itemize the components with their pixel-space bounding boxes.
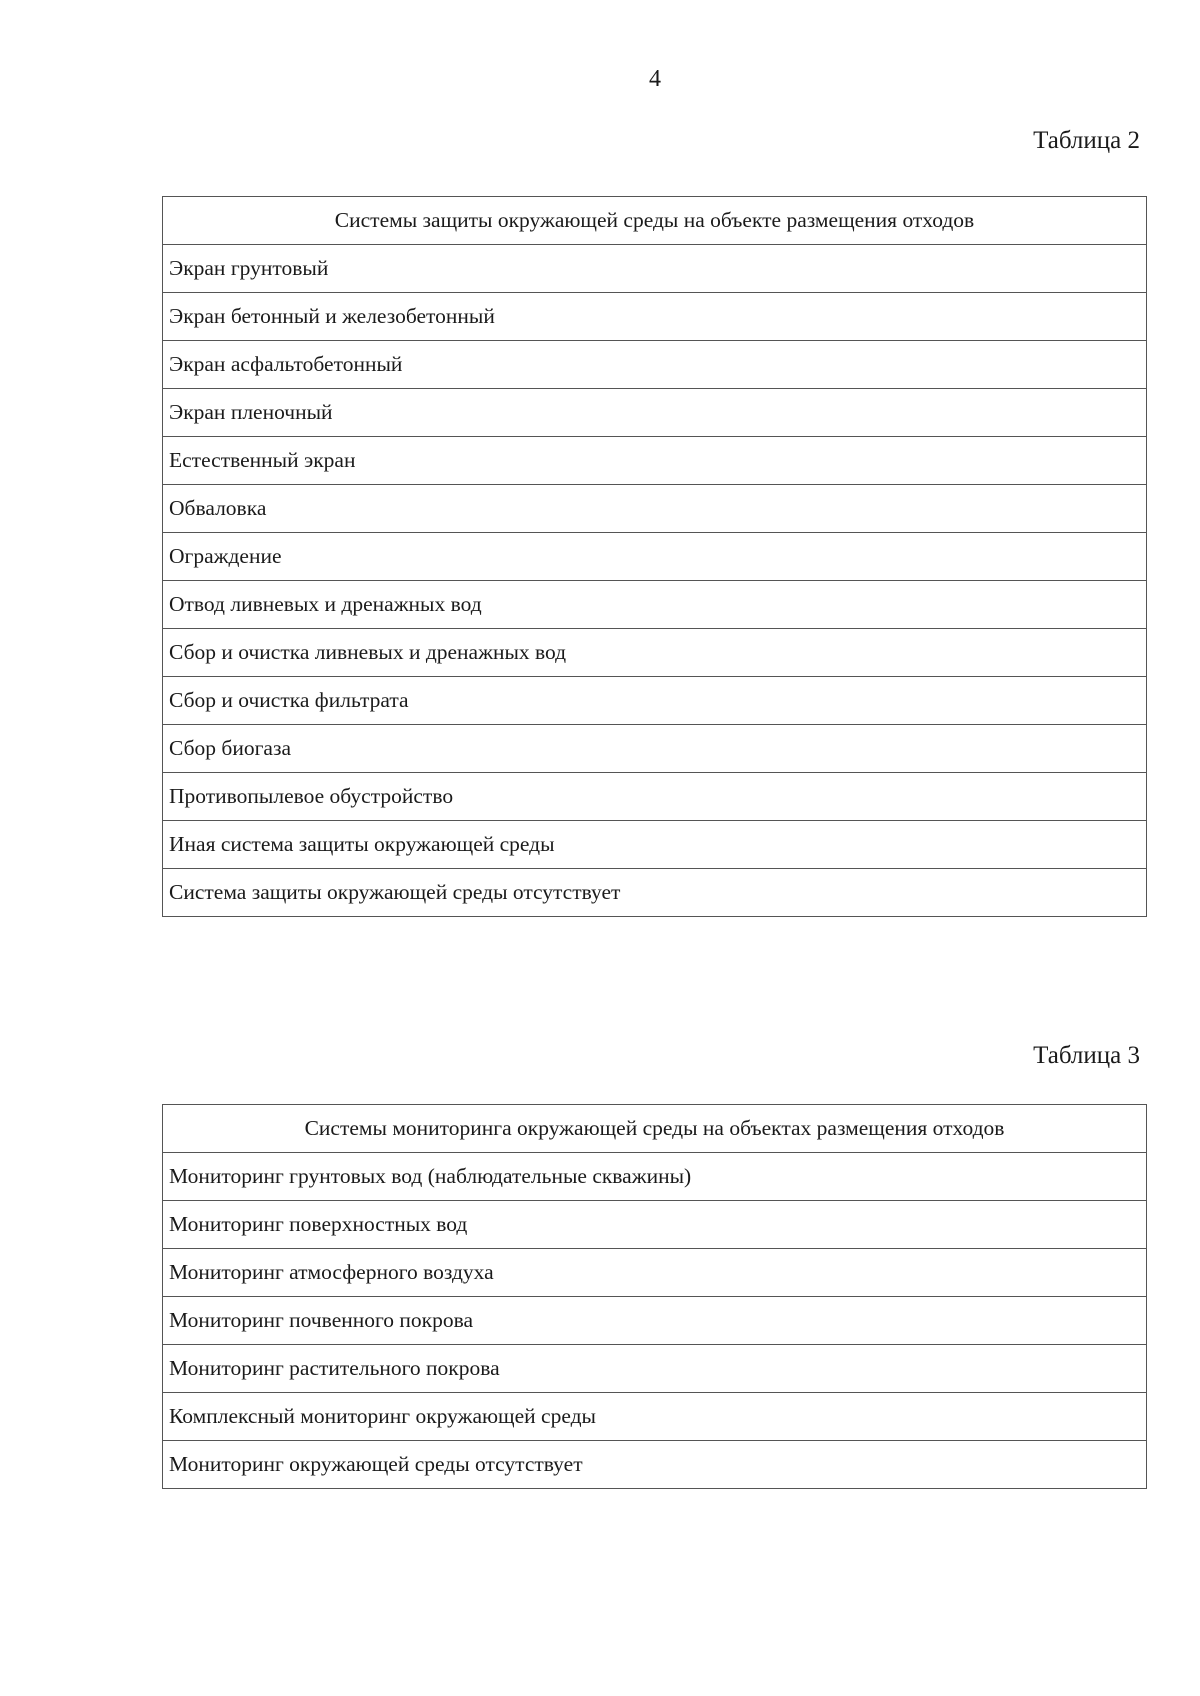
table-row	[163, 773, 1147, 821]
table-cell: Сбор и очистка фильтрата	[163, 677, 1147, 725]
table-row	[163, 869, 1147, 917]
table-3-caption: Таблица 3	[1033, 1042, 1140, 1069]
table-cell: Мониторинг растительного покрова	[163, 1345, 1147, 1393]
table-row	[163, 293, 1147, 341]
table-row	[163, 1393, 1147, 1441]
table-cell: Сбор и очистка ливневых и дренажных вод	[163, 629, 1147, 677]
table-row	[163, 389, 1147, 437]
environment-protection-table	[162, 196, 1147, 917]
table-row	[163, 581, 1147, 629]
table-row	[163, 629, 1147, 677]
table-cell: Экран асфальтобетонный	[163, 341, 1147, 389]
table-row	[163, 341, 1147, 389]
table-row	[163, 725, 1147, 773]
table-cell: Мониторинг почвенного покрова	[163, 1297, 1147, 1345]
table-row	[163, 437, 1147, 485]
table-row	[163, 1201, 1147, 1249]
table-row	[163, 533, 1147, 581]
table-cell: Мониторинг поверхностных вод	[163, 1201, 1147, 1249]
table-row	[163, 1249, 1147, 1297]
table-cell: Экран пленочный	[163, 389, 1147, 437]
table-2-caption: Таблица 2	[1033, 127, 1140, 154]
table-header-cell: Системы мониторинга окружающей среды на объектах размещения отходов	[163, 1105, 1147, 1153]
table-cell: Обваловка	[163, 485, 1147, 533]
table-cell: Иная система защиты окружающей среды	[163, 821, 1147, 869]
table-cell: Экран бетонный и железобетонный	[163, 293, 1147, 341]
table-cell: Мониторинг окружающей среды отсутствует	[163, 1441, 1147, 1489]
table-row	[163, 1297, 1147, 1345]
table-row	[163, 677, 1147, 725]
table-cell: Естественный экран	[163, 437, 1147, 485]
environment-monitoring-table	[162, 1104, 1147, 1489]
table-cell: Мониторинг грунтовых вод (наблюдательные скважины)	[163, 1153, 1147, 1201]
table-cell: Сбор биогаза	[163, 725, 1147, 773]
table-row	[163, 485, 1147, 533]
page-number: 4	[649, 66, 661, 92]
table-row	[163, 1441, 1147, 1489]
table-header-row	[163, 1105, 1147, 1153]
table-cell: Комплексный мониторинг окружающей среды	[163, 1393, 1147, 1441]
table-cell: Отвод ливневых и дренажных вод	[163, 581, 1147, 629]
table-row	[163, 1345, 1147, 1393]
table-header-cell: Системы защиты окружающей среды на объекте размещения отходов	[163, 197, 1147, 245]
table-row	[163, 1153, 1147, 1201]
table-row	[163, 245, 1147, 293]
table-cell: Мониторинг атмосферного воздуха	[163, 1249, 1147, 1297]
table-cell: Система защиты окружающей среды отсутствует	[163, 869, 1147, 917]
table-cell: Ограждение	[163, 533, 1147, 581]
table-row	[163, 821, 1147, 869]
table-cell: Противопылевое обустройство	[163, 773, 1147, 821]
table-header-row	[163, 197, 1147, 245]
table-cell: Экран грунтовый	[163, 245, 1147, 293]
